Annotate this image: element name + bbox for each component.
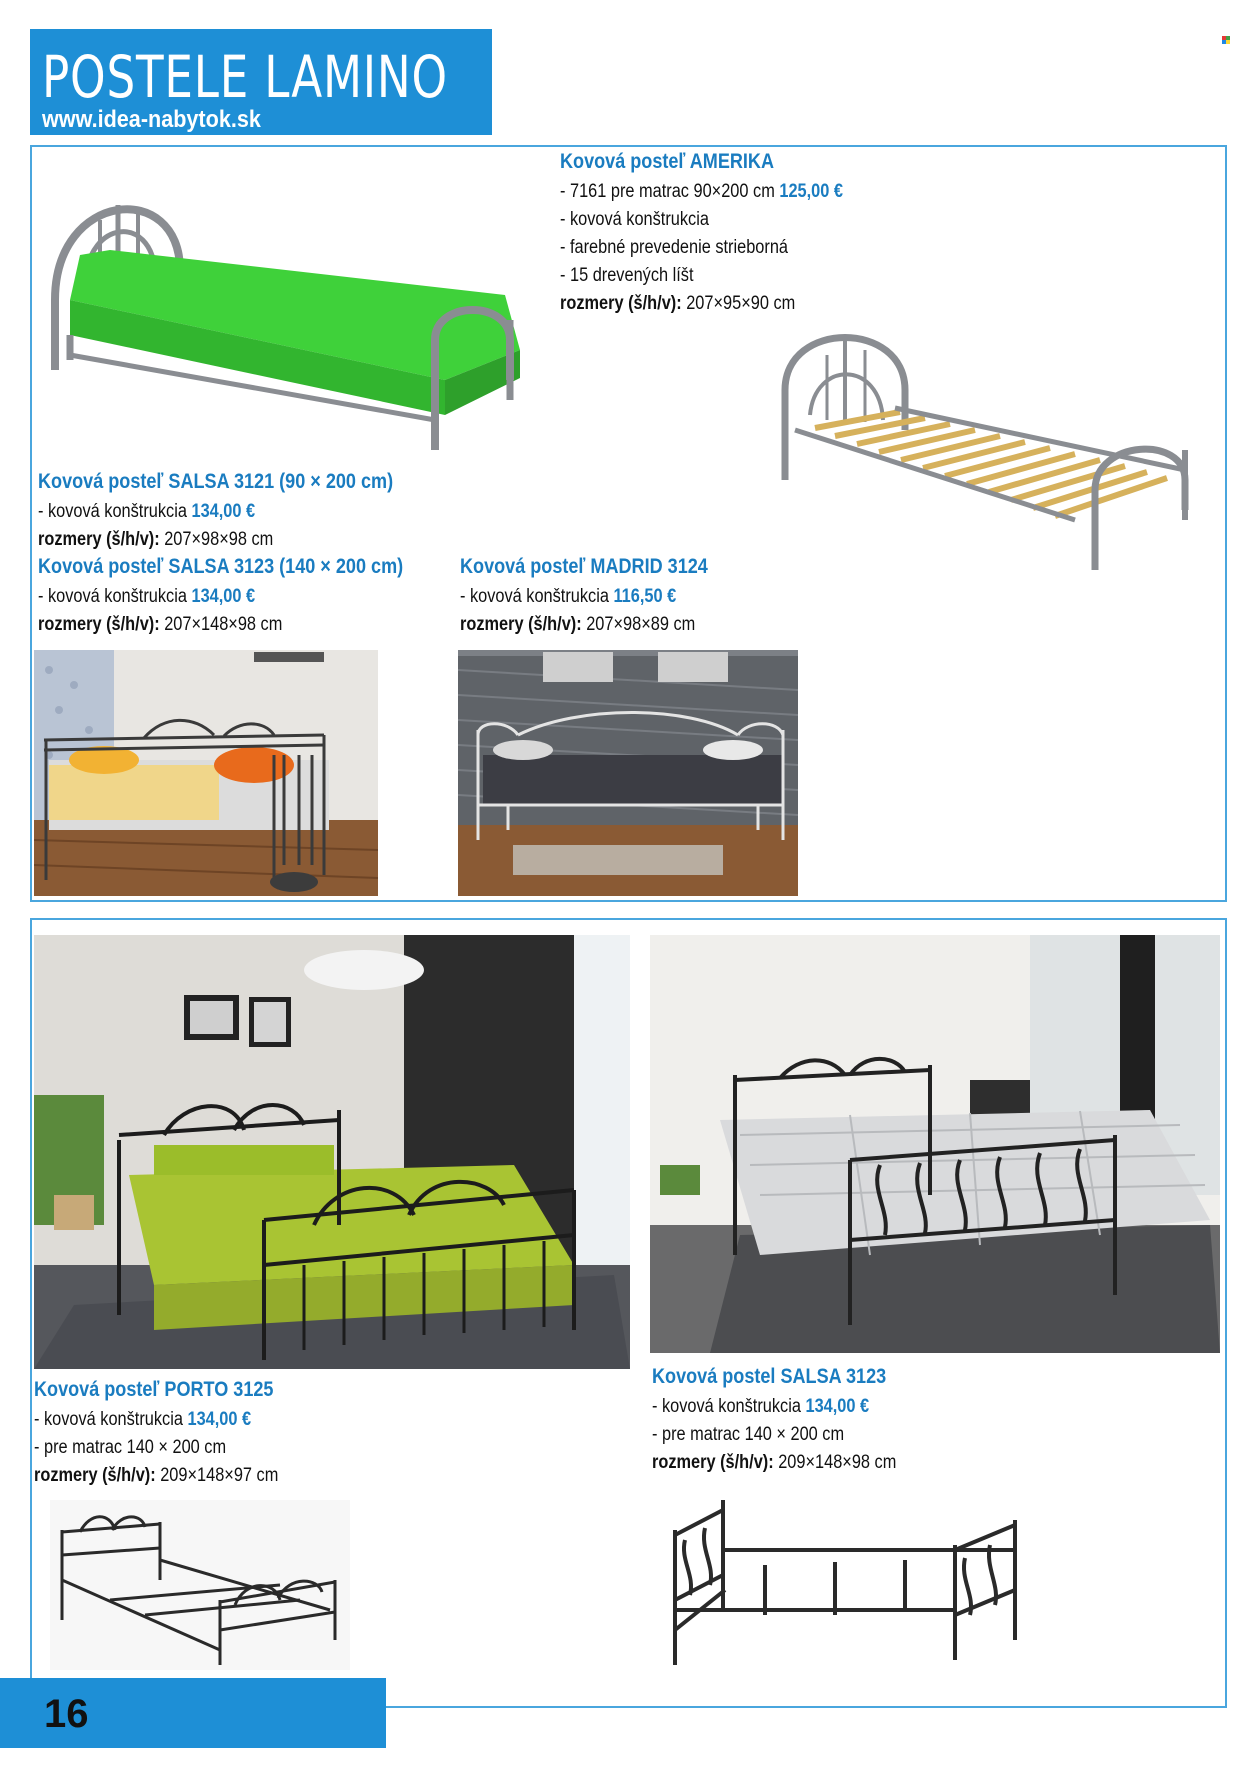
salsa-3121-line-1 xyxy=(38,498,255,526)
porto-3125-price: 134,00 € xyxy=(187,1409,252,1430)
salsa-3123-title: Kovová postel SALSA 3123 xyxy=(652,1365,887,1388)
porto-3125-line-2: - pre matrac 140 × 200 cm xyxy=(34,1437,227,1458)
madrid-3124-price: 116,50 € xyxy=(613,586,677,607)
madrid-3124-line-1 xyxy=(460,583,676,611)
page-title: POSTELE LAMINO xyxy=(42,43,448,111)
amerika-spec-matrac: - 7161 pre matrac 90×200 cm xyxy=(560,181,780,202)
amerika-line-1 xyxy=(560,178,843,206)
salsa-3123-dims xyxy=(652,1449,896,1477)
porto-3125-dims-label: rozmery (š/h/v): xyxy=(34,1465,156,1486)
amerika-line-2: - kovová konštrukcia xyxy=(560,209,709,230)
amerika-price: 125,00 € xyxy=(779,181,843,202)
porto-bed-frame-image xyxy=(50,1500,350,1670)
salsa-daybed-room-photo xyxy=(34,650,378,896)
salsa-3123-price: 134,00 € xyxy=(805,1396,870,1417)
porto-bed-room-photo xyxy=(34,935,630,1369)
porto-3125-title: Kovová posteľ PORTO 3125 xyxy=(34,1378,274,1401)
salsa-3121-price: 134,00 € xyxy=(191,501,256,522)
porto-3125-line-1 xyxy=(34,1406,251,1434)
salsa-3123-140-construction: - kovová konštrukcia xyxy=(38,586,192,607)
amerika-title: Kovová posteľ AMERIKA xyxy=(560,150,775,173)
salsa-3123-140-title: Kovová posteľ SALSA 3123 (140 × 200 cm) xyxy=(38,555,404,578)
salsa-3123-construction: - kovová konštrukcia xyxy=(652,1396,806,1417)
salsa-3123-line-2: - pre matrac 140 × 200 cm xyxy=(652,1424,845,1445)
website-link[interactable]: www.idea-nabytok.sk xyxy=(42,106,261,133)
salsa-3123-line-1 xyxy=(652,1393,869,1421)
porto-3125-dims-value: 209×148×97 cm xyxy=(155,1465,279,1486)
madrid-3124-construction: - kovová konštrukcia xyxy=(460,586,614,607)
amerika-dims-value: 207×95×90 cm xyxy=(681,293,796,314)
salsa-3123-room-photo xyxy=(650,935,1220,1353)
porto-3125-construction: - kovová konštrukcia xyxy=(34,1409,188,1430)
salsa-3123-dims-value: 209×148×98 cm xyxy=(773,1452,897,1473)
salsa-3121-construction: - kovová konštrukcia xyxy=(38,501,192,522)
salsa-3121-dims xyxy=(38,526,273,554)
salsa-3123-140-price: 134,00 € xyxy=(191,586,256,607)
salsa-3123-140-dims-value: 207×148×98 cm xyxy=(159,614,283,635)
madrid-3124-title: Kovová posteľ MADRID 3124 xyxy=(460,555,708,578)
salsa-3123-dims-label: rozmery (š/h/v): xyxy=(652,1452,774,1473)
salsa-3121-title: Kovová posteľ SALSA 3121 (90 × 200 cm) xyxy=(38,470,394,493)
salsa-3123-140-line-1 xyxy=(38,583,255,611)
amerika-line-4: - 15 drevených líšt xyxy=(560,265,694,286)
amerika-bed-mattress-image xyxy=(40,160,540,450)
amerika-bed-frame-image xyxy=(775,320,1215,580)
madrid-3124-dims-label: rozmery (š/h/v): xyxy=(460,614,582,635)
salsa-3121-dims-value: 207×98×98 cm xyxy=(159,529,274,550)
porto-3125-dims xyxy=(34,1462,278,1490)
page-number: 16 xyxy=(44,1692,89,1736)
color-mark-icon xyxy=(1222,36,1230,44)
amerika-dims xyxy=(560,290,795,318)
salsa-3123-140-dims xyxy=(38,611,282,639)
madrid-daybed-room-photo xyxy=(458,650,798,896)
madrid-3124-dims-value: 207×98×89 cm xyxy=(581,614,696,635)
salsa-3123-bed-frame-image xyxy=(665,1490,1025,1680)
amerika-line-3: - farebné prevedenie strieborná xyxy=(560,237,788,258)
madrid-3124-dims xyxy=(460,611,695,639)
salsa-3123-140-dims-label: rozmery (š/h/v): xyxy=(38,614,160,635)
salsa-3121-dims-label: rozmery (š/h/v): xyxy=(38,529,160,550)
amerika-dims-label: rozmery (š/h/v): xyxy=(560,293,682,314)
